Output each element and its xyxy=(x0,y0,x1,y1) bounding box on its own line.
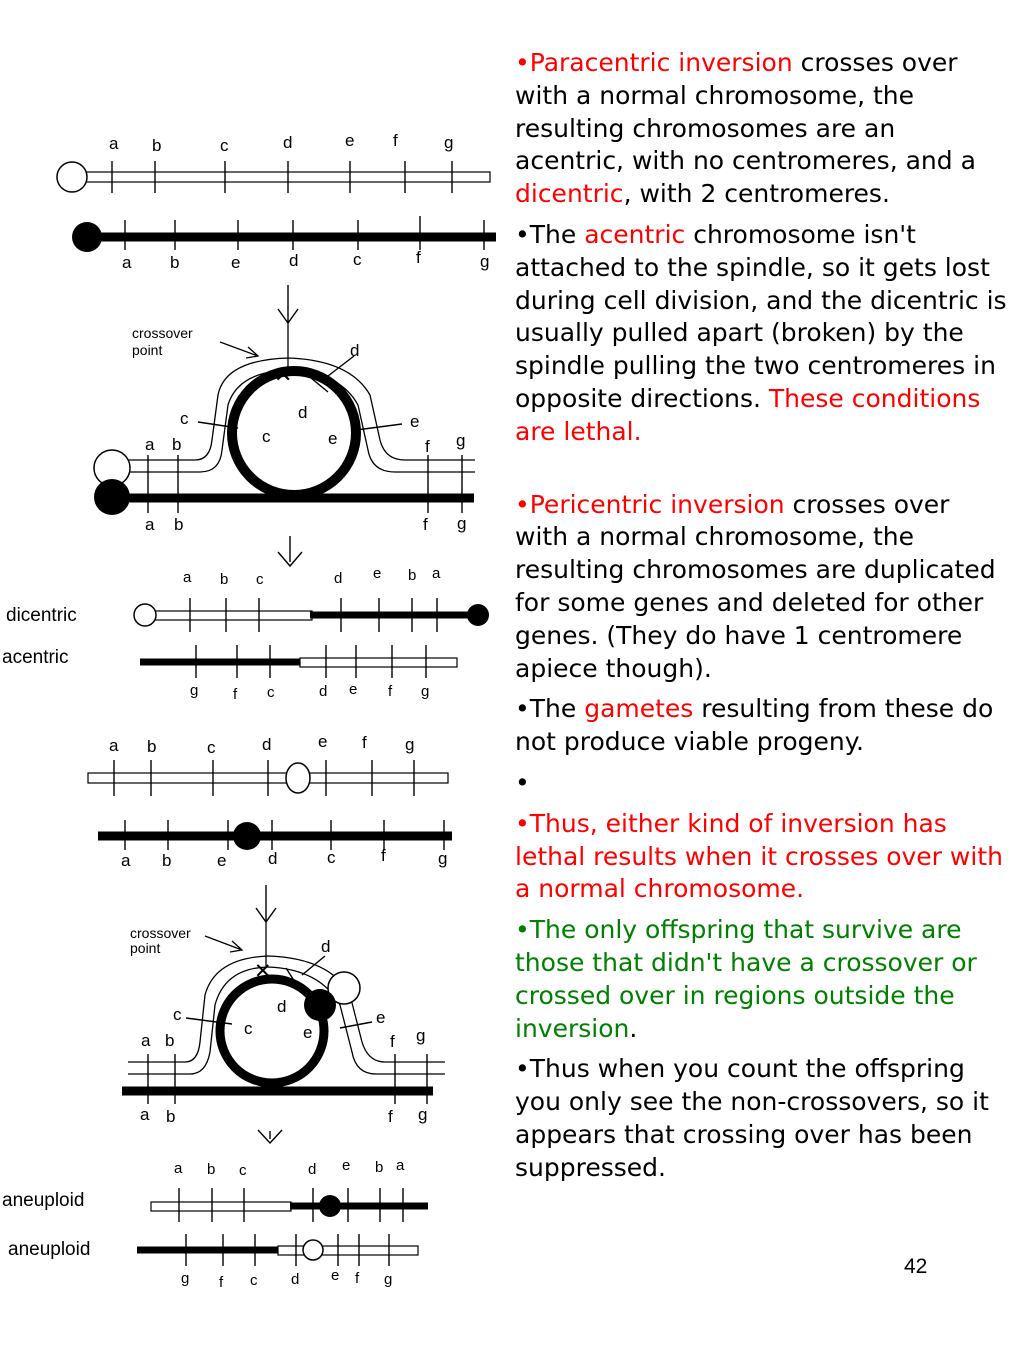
centromere-filled xyxy=(319,1195,341,1217)
paracentric-normal-chromosome xyxy=(57,131,490,193)
gene-label: g xyxy=(384,1271,393,1288)
gametes-paragraph xyxy=(515,693,1010,759)
gene-label: e xyxy=(345,131,355,150)
pericentric-normal-chromosome xyxy=(88,732,448,796)
gene-label: c xyxy=(239,1162,247,1179)
gene-label: d xyxy=(308,1161,317,1178)
pointer-arrow-icon xyxy=(220,342,258,358)
gene-label: g xyxy=(444,133,454,152)
paragraph-text: •The xyxy=(515,694,585,724)
gene-label: b xyxy=(166,1107,176,1126)
gene-label: b xyxy=(170,253,180,272)
gene-label: f xyxy=(393,131,398,150)
gene-label: c xyxy=(180,409,189,428)
gene-label: f xyxy=(425,437,430,456)
gene-label: c xyxy=(256,571,264,588)
down-arrow-icon xyxy=(256,885,276,922)
gene-label: c xyxy=(244,1019,253,1038)
dicentric-label: dicentric xyxy=(6,605,77,626)
gene-label: f xyxy=(381,846,386,865)
centromere-filled xyxy=(467,604,489,626)
gene-label: d xyxy=(321,937,331,956)
gene-label: f xyxy=(423,515,428,534)
gene-label: c xyxy=(262,427,271,446)
paragraph-text: . xyxy=(629,1013,638,1043)
gene-label: d xyxy=(277,997,287,1016)
gene-label: a xyxy=(121,851,131,870)
acentric-label: acentric xyxy=(2,647,69,668)
conclusion-lethal: •Thus, either kind of inversion has lethal results when it crosses over with a normal chromosome. xyxy=(515,808,1003,904)
gene-label: c xyxy=(207,738,216,757)
pericentric-inversion-loop xyxy=(122,885,445,1126)
gene-label: g xyxy=(421,683,430,700)
crossover-point-label: crossover xyxy=(132,325,193,341)
gene-label: c xyxy=(173,1005,182,1024)
gene-label: b xyxy=(220,571,229,588)
pericentric-paragraph xyxy=(515,489,1010,686)
gene-label: b xyxy=(165,1031,175,1050)
paragraph-text: crosses over with a normal chromosome, the resulting chromosomes are an acentric, with no centromeres, and a xyxy=(515,48,976,176)
page-number: 42 xyxy=(904,1255,928,1278)
suppression-paragraph: •Thus when you count the offspring you only see the non-crossovers, so it appears that crossing over has been suppressed. xyxy=(515,1054,989,1182)
gene-label: a xyxy=(396,1157,405,1174)
gene-label: g xyxy=(190,682,199,699)
gene-label: d xyxy=(268,849,278,868)
gene-label: e xyxy=(349,681,358,698)
gene-label: f xyxy=(390,1032,395,1051)
gene-label: g xyxy=(480,252,490,271)
gene-label: e xyxy=(217,851,227,870)
gene-label: c xyxy=(220,136,229,155)
aneuploid-label: aneuploid xyxy=(8,1239,91,1260)
gene-label: e xyxy=(303,1023,313,1042)
empty-bullet: • xyxy=(515,767,530,797)
centromere-filled xyxy=(94,479,130,515)
paracentric-paragraph xyxy=(515,47,1010,211)
gene-label: g xyxy=(181,1270,190,1287)
centromere-open xyxy=(303,1240,323,1260)
gene-label: a xyxy=(109,134,119,153)
gene-label: b xyxy=(172,435,182,454)
lethal-statement: These conditions are lethal. xyxy=(515,383,981,446)
centromere-filled xyxy=(304,989,336,1021)
acentric-paragraph xyxy=(515,219,1010,449)
bullet: • xyxy=(515,48,530,77)
gene-label: d xyxy=(289,251,299,270)
down-arrow-icon xyxy=(258,1130,282,1143)
paragraph-text: , with 2 centromeres. xyxy=(623,179,890,209)
gene-label: a xyxy=(174,1160,183,1177)
gene-label: d xyxy=(291,1271,300,1288)
paragraph-text: chromosome isn't attached to the spindle, so it gets lost during cell division, and the dicentric is usually pulled apart (broken) by the spindle pulling the two centromeres in opposite directions. xyxy=(515,219,1007,413)
gene-label: b xyxy=(147,737,157,756)
gene-label: f xyxy=(388,683,393,700)
gene-label: c xyxy=(353,250,362,269)
gene-label: b xyxy=(375,1159,384,1176)
pericentric-inverted-chromosome xyxy=(98,820,452,870)
gene-label: b xyxy=(162,851,172,870)
term-paracentric-inversion: Paracentric inversion xyxy=(529,48,793,77)
pericentric-products xyxy=(2,1130,428,1291)
gene-label: e xyxy=(318,732,328,751)
paragraph-text: crosses over with a normal chromosome, the resulting chromosomes are duplicated for some genes and deleted for other genes. (They do have 1 centromere apiece though). xyxy=(515,489,996,683)
down-arrow-icon xyxy=(278,536,302,566)
down-arrow-icon xyxy=(278,285,298,323)
survivors-text: •The only offspring that survive are those that didn't have a crossover or crossed over in regions outside the inversion xyxy=(515,915,977,1043)
gene-label: c xyxy=(267,684,275,701)
paragraph-text: •The xyxy=(515,219,585,249)
gene-label: d xyxy=(334,570,343,587)
gene-label: g xyxy=(405,735,415,754)
gene-label: a xyxy=(109,736,119,755)
centromere-filled xyxy=(72,222,102,252)
gene-label: d xyxy=(298,403,308,422)
explanation-text xyxy=(515,47,1010,1193)
gene-label: a xyxy=(145,435,155,454)
gene-label: a xyxy=(145,515,155,534)
gene-label: d xyxy=(262,735,272,754)
gene-label: d xyxy=(350,341,360,360)
paragraph-text: resulting from these do not produce viable progeny. xyxy=(515,694,994,757)
gene-label: f xyxy=(233,686,238,703)
gene-label: c xyxy=(327,848,336,867)
gene-label: f xyxy=(355,1270,360,1287)
survivors-paragraph xyxy=(515,914,1010,1045)
gene-label: b xyxy=(152,136,162,155)
gene-label: a xyxy=(141,1031,151,1050)
paracentric-products xyxy=(2,536,489,703)
crossover-x-icon: ✕ xyxy=(274,362,293,387)
gene-label: f xyxy=(388,1107,393,1126)
term-gametes: gametes xyxy=(584,694,694,724)
gene-label: a xyxy=(183,569,192,586)
term-pericentric-inversion: Pericentric inversion xyxy=(529,489,785,519)
gene-label: f xyxy=(416,248,421,267)
paracentric-inverted-chromosome xyxy=(72,216,496,272)
gene-label: c xyxy=(250,1272,258,1289)
centromere-filled xyxy=(233,822,261,850)
gene-label: a xyxy=(432,565,441,582)
gene-label: d xyxy=(319,683,328,700)
gene-label: f xyxy=(362,733,367,752)
term-acentric: acentric xyxy=(584,219,686,249)
gene-label: g xyxy=(457,514,467,533)
term-dicentric: dicentric xyxy=(515,179,624,209)
inversion-crossover-diagram xyxy=(0,0,510,1365)
centromere-open xyxy=(286,763,310,793)
gene-label: a xyxy=(122,253,132,272)
centromere-open xyxy=(134,604,156,626)
gene-label: g xyxy=(416,1026,426,1045)
crossover-point-label: crossover xyxy=(130,925,191,941)
gene-label: b xyxy=(408,567,417,584)
aneuploid-label: aneuploid xyxy=(2,1190,85,1211)
crossover-point-label: point xyxy=(130,940,161,956)
gene-label: e xyxy=(410,412,420,431)
crossover-x-icon: ✕ xyxy=(254,960,272,983)
crossover-point-label: point xyxy=(132,342,163,358)
bullet: • xyxy=(515,489,530,519)
paracentric-inversion-loop xyxy=(94,285,475,534)
gene-label: b xyxy=(174,515,184,534)
gene-label: e xyxy=(373,565,382,582)
gene-label: e xyxy=(328,429,338,448)
gene-label: e xyxy=(331,1267,340,1284)
gene-label: g xyxy=(438,849,448,868)
gene-label: a xyxy=(140,1105,150,1124)
gene-label: f xyxy=(219,1274,224,1291)
gene-label: g xyxy=(418,1105,428,1124)
gene-label: e xyxy=(342,1157,351,1174)
gene-label: d xyxy=(283,133,293,152)
gene-label: e xyxy=(376,1008,386,1027)
pointer-arrow-icon xyxy=(205,936,242,952)
gene-label: e xyxy=(231,253,241,272)
gene-label: g xyxy=(456,431,466,450)
gene-label: b xyxy=(207,1161,216,1178)
centromere-open xyxy=(57,162,87,192)
